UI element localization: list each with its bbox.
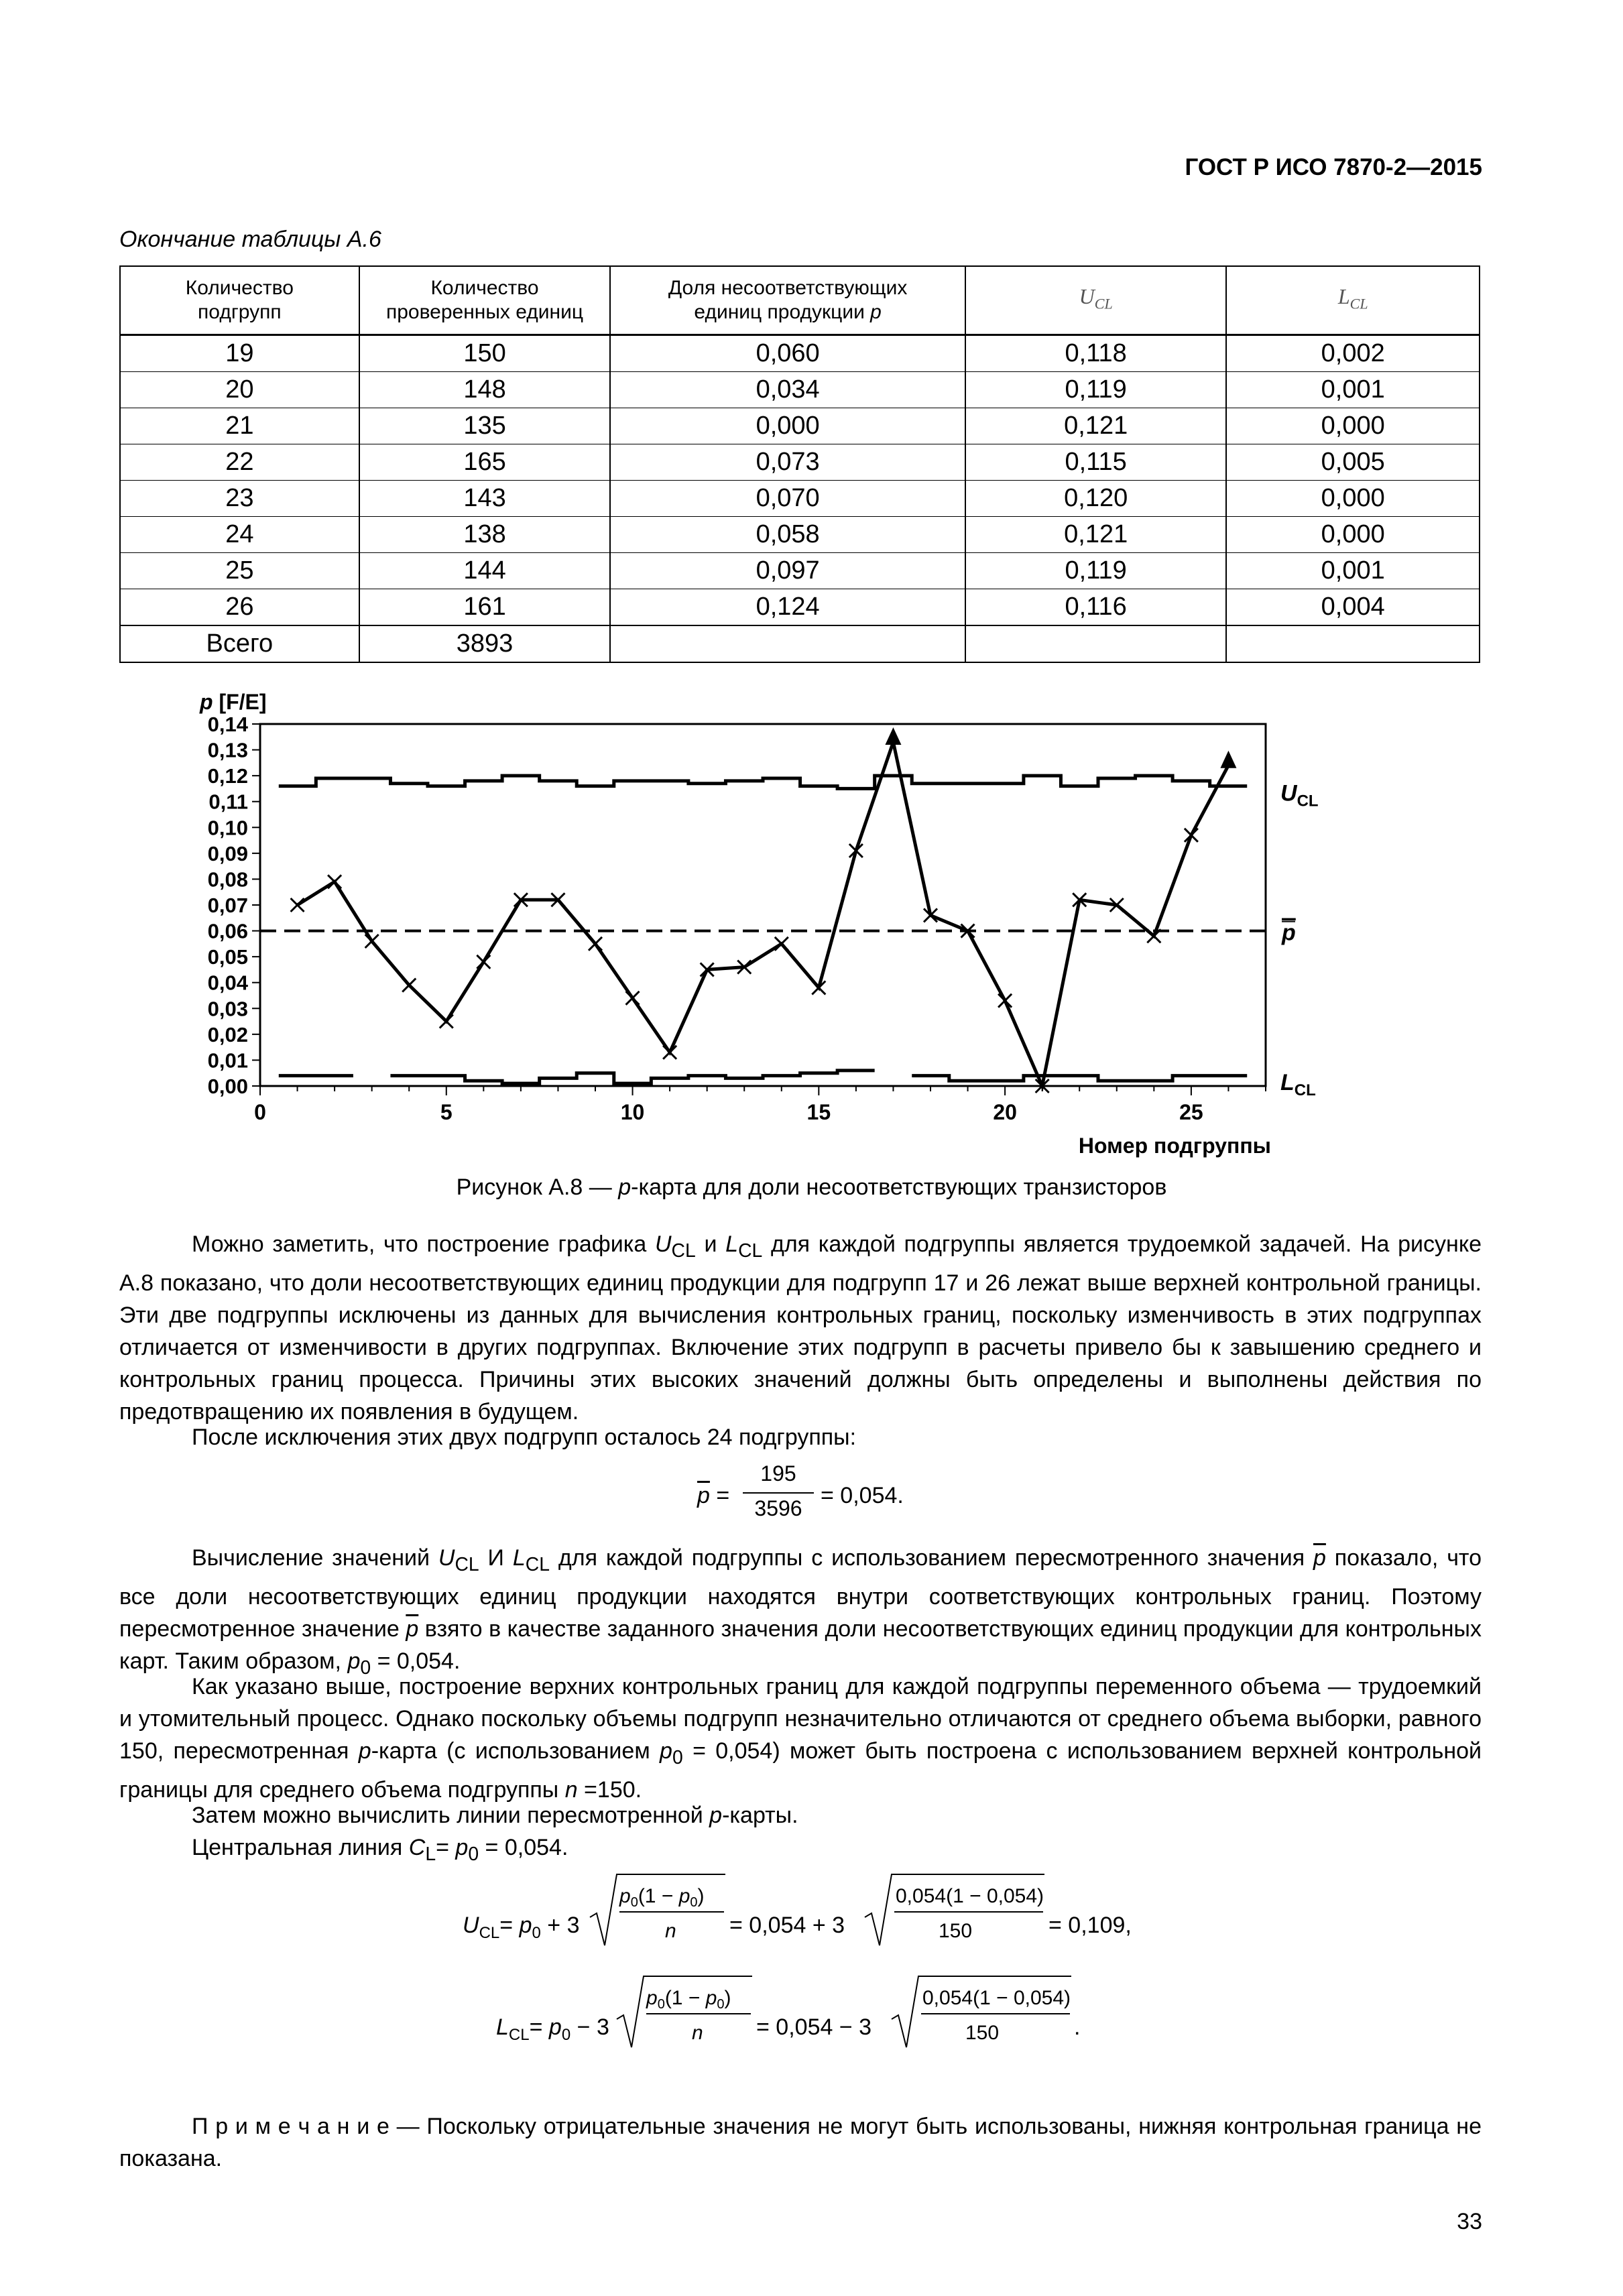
table-row <box>120 589 1480 626</box>
ucl-label: $U_{CL}$ <box>1280 780 1319 810</box>
y-tick-label: 0,10 <box>207 816 248 840</box>
table-cell: 0,116 <box>965 589 1227 626</box>
p-point <box>626 991 640 1005</box>
table-cell: 0,000 <box>1226 408 1480 444</box>
table-cell <box>610 625 965 662</box>
svg-text:n: n <box>665 1920 676 1942</box>
y-tick-label: 0,04 <box>207 971 248 995</box>
svg-text:LCL= p0 − 3: $L_{CL}= p_0 - 3$ <box>496 2014 609 2044</box>
table-cell: 0,119 <box>965 553 1227 589</box>
table-cell: 21 <box>120 408 359 444</box>
p-point <box>589 937 602 951</box>
table-cell: 0,058 <box>610 517 965 553</box>
svg-text:0,054(1 − 0,054): 0,054(1 − 0,054) <box>896 1885 1044 1907</box>
svg-text:= 0,109,: = 0,109, <box>1048 1913 1132 1938</box>
col-header-inspected: Количество проверенных единиц <box>359 266 611 335</box>
p-point <box>775 937 788 951</box>
p-point <box>291 898 304 912</box>
p-point <box>477 955 490 969</box>
y-tick-label: 0,02 <box>207 1022 248 1046</box>
svg-text:.: . <box>1074 2014 1081 2040</box>
x-tick-label: 5 <box>440 1100 453 1124</box>
table-cell: 0,070 <box>610 481 965 517</box>
p-point <box>440 1015 453 1028</box>
y-tick-label: 0,00 <box>207 1075 248 1098</box>
table-cell: 23 <box>120 481 359 517</box>
col-header-subgroups: Количество подгрупп <box>120 266 359 335</box>
y-tick-label: 0,03 <box>207 997 248 1021</box>
table-header-row <box>120 266 1480 335</box>
table-cell: 135 <box>359 408 611 444</box>
table-cell: 161 <box>359 589 611 626</box>
x-tick-label: 15 <box>806 1100 831 1124</box>
table-row <box>120 481 1480 517</box>
y-tick-label: 0,06 <box>207 919 248 943</box>
table-cell: 19 <box>120 335 359 372</box>
table-cell: 0,115 <box>965 444 1227 481</box>
note: П р и м е ч а н и е — Поскольку отрицательные значения не могут быть использованы, нижняя контрольная граница не показана. <box>119 2114 1482 2171</box>
p-point <box>402 979 416 992</box>
table-cell: 0,073 <box>610 444 965 481</box>
table-cell: 0,124 <box>610 589 965 626</box>
figure-caption: Рисунок А.8 — p-карта для доли несоответствующих транзисторов <box>456 1174 1167 1200</box>
x-tick-label: 0 <box>254 1100 266 1124</box>
equation-ucl-lcl <box>456 1870 1193 2092</box>
table-row <box>120 517 1480 553</box>
p-series-line <box>298 742 1229 1086</box>
lcl-line <box>279 1071 1247 1083</box>
lcl-label: $L_{CL}$ <box>1280 1070 1316 1100</box>
table-cell: 0,060 <box>610 335 965 372</box>
table-row <box>120 335 1480 372</box>
ucl-line <box>279 776 1247 788</box>
table-cell: 0,000 <box>1226 481 1480 517</box>
x-tick-label: 20 <box>993 1100 1017 1124</box>
table-cell: 143 <box>359 481 611 517</box>
table-cell: 0,097 <box>610 553 965 589</box>
paragraph-1: Можно заметить, что построение графика $U_{CL}$ и $L_{CL}$ для каждой подгруппы является трудоемкой задачей. На рисунке А.8 показано, что доли несоответствующих единиц продукции для подгрупп 17 и 26 лежат выше верхней контрольной границы. Эти две подгруппы исключены из данных для вычисления контрольных границ, поскольку изменчивость в этих подгруппах отличается от изменчивости в других подгруппах. Включение этих подгрупп в расчеты привело бы к завышению среднего и контрольных границ процесса. Причины этих высоких значений должны быть определены и выполнены действия по предотвращению их появления в будущем. <box>119 1231 1482 1425</box>
svg-text:150: 150 <box>965 2022 1000 2044</box>
table-cell: 138 <box>359 517 611 553</box>
table-cell: 25 <box>120 553 359 589</box>
x-tick-label: 10 <box>620 1100 645 1124</box>
table-cell: 26 <box>120 589 359 626</box>
col-header-fraction: Доля несоответствующих единиц продукции p <box>610 266 965 335</box>
equation-pbar: $\overline{p}$ = 195 3596 = 0,054. <box>697 1461 904 1520</box>
p-point-triangle <box>1220 751 1236 768</box>
table-total-row <box>120 625 1480 662</box>
table-cell: 165 <box>359 444 611 481</box>
table-cell: 0,000 <box>610 408 965 444</box>
table-cell: Всего <box>120 625 359 662</box>
table-cell: 0,119 <box>965 372 1227 408</box>
table-cell: 0,004 <box>1226 589 1480 626</box>
y-tick-label: 0,11 <box>208 790 248 814</box>
table-cell <box>965 625 1227 662</box>
table-cell: 0,000 <box>1226 517 1480 553</box>
table-cell: 0,118 <box>965 335 1227 372</box>
table-cell: 0,002 <box>1226 335 1480 372</box>
page-number: 33 <box>1457 2209 1482 2234</box>
document-header: ГОСТ Р ИСО 7870-2—2015 <box>1185 154 1482 180</box>
table-row <box>120 553 1480 589</box>
paragraph-4: Как указано выше, построение верхних контрольных границ для каждой подгруппы переменного объема — трудоемкий и утомительный процесс. Однако поскольку объемы подгрупп незначительно отличаются от среднего объема выборки, равного 150, пересмотренная p-карта (с использованием $p_0 = 0,054$) может быть построена с использованием верхней контрольной границы для среднего объема подгруппы n =150. <box>119 1674 1482 1803</box>
p-point-triangle <box>885 727 901 745</box>
p-chart <box>119 677 1360 1160</box>
y-axis-label: p [F/E] <box>200 690 267 714</box>
table-row <box>120 444 1480 481</box>
table-cell: 0,121 <box>965 408 1227 444</box>
table-cell: 148 <box>359 372 611 408</box>
svg-text:= 0,054 − 3: = 0,054 − 3 <box>756 2014 872 2040</box>
p-point <box>328 875 341 888</box>
table-cell: 20 <box>120 372 359 408</box>
data-table <box>119 265 1480 663</box>
table-cell <box>1226 625 1480 662</box>
p-point <box>998 994 1012 1008</box>
table-row <box>120 372 1480 408</box>
y-tick-label: 0,07 <box>207 894 248 917</box>
paragraph-3: Вычисление значений $U_{CL}$ И $L_{CL}$ для каждой подгруппы с использованием пересмотренного значения $\overline{p}$ показало, что все доли несоответствующих единиц продукции находятся внутри соответствующих контрольных границ. Поэтому пересмотренное значение $\overline{p}$ взято в качестве заданного значения доли несоответствующих единиц продукции для контрольных карт. Таким образом, $p_0 = 0,054$. <box>119 1545 1482 1679</box>
x-axis-label: Номер подгруппы <box>1078 1134 1271 1158</box>
paragraph-6: Центральная линия $C_L= p_0 = 0,054$. <box>192 1835 568 1865</box>
y-tick-label: 0,14 <box>207 713 248 736</box>
col-header-lcl: $L_{CL}$ <box>1226 266 1480 335</box>
y-tick-label: 0,05 <box>207 945 248 969</box>
y-tick-label: 0,01 <box>207 1048 248 1073</box>
table-cell: 0,005 <box>1226 444 1480 481</box>
table-cell: 0,034 <box>610 372 965 408</box>
y-tick-label: 0,12 <box>207 764 248 788</box>
table-cell: 24 <box>120 517 359 553</box>
pbar-label: p <box>1282 920 1296 946</box>
table-cell: 22 <box>120 444 359 481</box>
y-tick-label: 0,08 <box>207 867 248 892</box>
paragraph-2: После исключения этих двух подгрупп осталось 24 подгруппы: <box>192 1425 857 1450</box>
svg-text:n: n <box>692 2022 703 2044</box>
svg-text:p0(1 − p0): $p_0(1 - p_0)$ <box>646 1987 731 2012</box>
table-cell: 0,120 <box>965 481 1227 517</box>
table-cell: 0,001 <box>1226 372 1480 408</box>
table-caption: Окончание таблицы А.6 <box>119 227 381 252</box>
p-point <box>663 1046 676 1059</box>
table-cell: 3893 <box>359 625 611 662</box>
table-cell: 144 <box>359 553 611 589</box>
p-point <box>365 934 379 948</box>
table-cell: 0,001 <box>1226 553 1480 589</box>
svg-text:p0(1 − p0): $p_0(1 - p_0)$ <box>619 1885 705 1910</box>
svg-text:0,054(1 − 0,054): 0,054(1 − 0,054) <box>922 1987 1071 2009</box>
col-header-ucl: $U_{CL}$ <box>965 266 1227 335</box>
table-cell: 0,121 <box>965 517 1227 553</box>
paragraph-5: Затем можно вычислить линии пересмотренной p-карты. <box>192 1803 798 1828</box>
y-tick-label: 0,13 <box>207 738 248 762</box>
x-tick-label: 25 <box>1179 1100 1203 1124</box>
svg-text:= 0,054 + 3: = 0,054 + 3 <box>729 1913 845 1938</box>
table-cell: 150 <box>359 335 611 372</box>
svg-text:UCL= p0 + 3: $U_{CL}= p_0 + 3$ <box>463 1913 580 1942</box>
y-tick-label: 0,09 <box>207 841 248 865</box>
table-row <box>120 408 1480 444</box>
svg-text:150: 150 <box>939 1920 973 1942</box>
